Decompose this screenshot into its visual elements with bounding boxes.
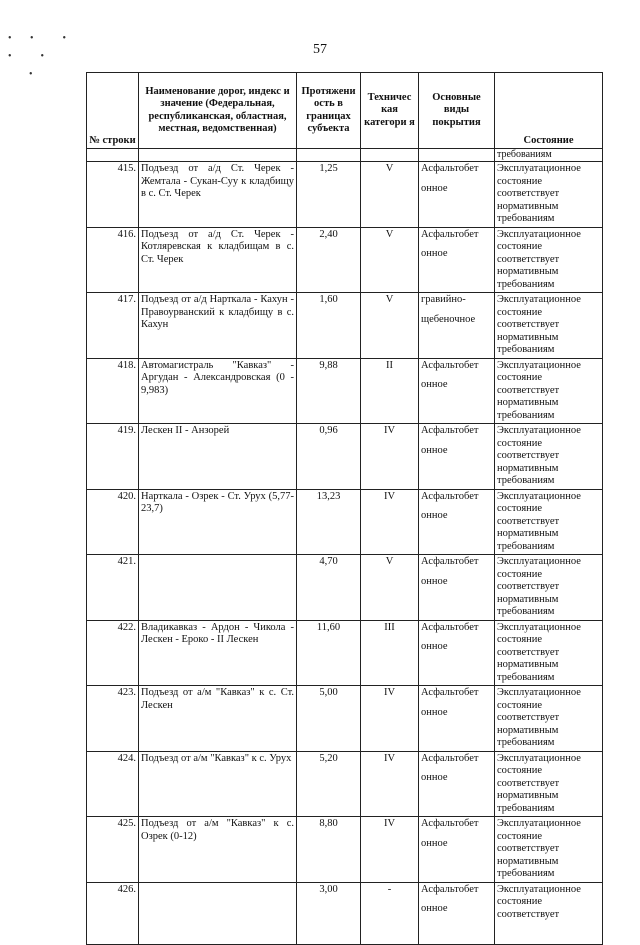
table-row [87,882,603,944]
header-name: Наименование дорог, индекс и значение (Федеральная, республиканская, областная, местная, ведомственная) [139,73,297,149]
cont-state: требованиям [495,149,603,162]
row-number: 415. [87,162,139,228]
road-category: II [361,358,419,424]
coverage-line-2: онное [421,837,448,849]
road-coverage [419,555,495,621]
coverage-line-1: Асфальтобет [421,752,479,764]
road-coverage [419,817,495,883]
coverage-line-2: онное [421,379,448,390]
cont-cell [87,149,139,162]
row-number: 423. [87,686,139,752]
road-category: IV [361,489,419,555]
road-coverage [419,424,495,490]
row-number: 425. [87,817,139,883]
road-length: 13,23 [297,489,361,555]
coverage-line-2: онное [421,772,448,783]
road-state: Эксплуатационное состояние соответствует нормативным требованиям [495,489,603,555]
road-name: Подъезд от а/м "Кавказ" к с. Урух [139,751,297,817]
header-coverage: Основные виды покрытия [419,73,495,149]
road-name: Лескен II - Анзорей [139,424,297,490]
coverage-line-1: Асфальтобет [421,883,479,895]
row-number: 417. [87,293,139,359]
road-length: 8,80 [297,817,361,883]
header-category: Техничес кая категори я [361,73,419,149]
coverage-line-2: онное [421,706,448,718]
header-length: Протяжени ость в границах субъекта [297,73,361,149]
row-number: 422. [87,620,139,686]
header-state: Состояние [495,73,603,149]
coverage-line-1: гравийно- [421,294,466,305]
road-coverage [419,882,495,944]
road-category: - [361,882,419,944]
table-row [87,686,603,752]
road-state: Эксплуатационное состояние соответствует нормативным требованиям [495,293,603,359]
road-name: Подъезд от а/м "Кавказ" к с. Ст. Лескен [139,686,297,752]
road-state: Эксплуатационное состояние соответствует нормативным требованиям [495,751,603,817]
road-name: Подъезд от а/д Ст. Черек - Котляревская к кладбищам в с. Ст. Черек [139,227,297,293]
road-category: IV [361,424,419,490]
road-state: Эксплуатационное состояние соответствует нормативным требованиям [495,555,603,621]
road-category: V [361,162,419,228]
row-number: 420. [87,489,139,555]
road-category: IV [361,751,419,817]
coverage-line-2: онное [421,248,448,259]
road-length: 3,00 [297,882,361,944]
road-coverage [419,686,495,752]
road-category: V [361,227,419,293]
road-coverage [419,620,495,686]
road-length: 5,00 [297,686,361,752]
road-category: IV [361,686,419,752]
road-length: 9,88 [297,358,361,424]
road-category: V [361,293,419,359]
coverage-line-1: Асфальтобет [421,818,479,829]
road-category: V [361,555,419,621]
row-number: 419. [87,424,139,490]
cont-cell [297,149,361,162]
road-state: Эксплуатационное состояние соответствует нормативным требованиям [495,424,603,490]
coverage-line-1: Асфальтобет [421,687,479,698]
table-row [87,751,603,817]
road-state: Эксплуатационное состояние соответствует [495,882,603,944]
road-length: 1,25 [297,162,361,228]
road-category: III [361,620,419,686]
coverage-line-2: онное [421,444,448,456]
row-number: 416. [87,227,139,293]
road-length: 5,20 [297,751,361,817]
coverage-line-2: онное [421,575,448,587]
road-name: Владикавказ - Ардон - Чикола - Лескен - Ероко - II Лескен [139,620,297,686]
road-state: Эксплуатационное состояние соответствует нормативным требованиям [495,620,603,686]
road-state: Эксплуатационное состояние соответствует нормативным требованиям [495,162,603,228]
cont-cell [139,149,297,162]
road-length: 4,70 [297,555,361,621]
continued-row [87,149,603,162]
table-row [87,227,603,293]
coverage-line-2: онное [421,182,448,194]
road-coverage [419,751,495,817]
road-coverage [419,489,495,555]
road-state: Эксплуатационное состояние соответствует нормативным требованиям [495,817,603,883]
cont-cell [419,149,495,162]
coverage-line-1: Асфальтобет [421,163,479,174]
table-row [87,489,603,555]
road-length: 11,60 [297,620,361,686]
coverage-line-2: онное [421,903,448,914]
cont-cell [361,149,419,162]
header-num: № строки [87,73,139,149]
page-number: 57 [313,42,327,57]
table-row [87,162,603,228]
table-row [87,293,603,359]
table-row [87,358,603,424]
road-name: Автомагистраль "Кавказ" - Аргудан - Александровская (0 - 9,983) [139,358,297,424]
table-row [87,817,603,883]
road-state: Эксплуатационное состояние соответствует нормативным требованиям [495,686,603,752]
row-number: 418. [87,358,139,424]
road-name: Нарткала - Озрек - Ст. Урух (5,77-23,7) [139,489,297,555]
road-category: IV [361,817,419,883]
road-coverage [419,293,495,359]
coverage-line-1: Асфальтобет [421,425,479,436]
road-state: Эксплуатационное состояние соответствует нормативным требованиям [495,358,603,424]
coverage-line-2: щебеночное [421,313,476,325]
road-state: Эксплуатационное состояние соответствует нормативным требованиям [495,227,603,293]
road-coverage [419,162,495,228]
table-row [87,424,603,490]
coverage-line-1: Асфальтобет [421,556,479,567]
roads-table [86,72,603,945]
road-name: Подъезд от а/д Ст. Черек - Жемтала - Сукан-Суу к кладбищу в с. Ст. Черек [139,162,297,228]
road-name: Подъезд от а/д Нарткала - Кахун - Правоурванский к кладбищу в с. Кахун [139,293,297,359]
coverage-line-2: онное [421,641,448,652]
road-length: 1,60 [297,293,361,359]
road-name: Подъезд от а/м "Кавказ" к с. Озрек (0-12) [139,817,297,883]
road-coverage [419,358,495,424]
row-number: 421. [87,555,139,621]
table-row [87,620,603,686]
coverage-line-1: Асфальтобет [421,228,479,240]
coverage-line-1: Асфальтобет [421,490,479,502]
road-name [139,882,297,944]
table-header-row [87,73,603,149]
road-length: 0,96 [297,424,361,490]
coverage-line-1: Асфальтобет [421,359,479,371]
road-coverage [419,227,495,293]
road-length: 2,40 [297,227,361,293]
coverage-line-2: онное [421,510,448,521]
coverage-line-1: Асфальтобет [421,621,479,633]
row-number: 424. [87,751,139,817]
row-number: 426. [87,882,139,944]
scan-marks: • • • • • • [8,33,75,80]
table-row [87,555,603,621]
road-name [139,555,297,621]
